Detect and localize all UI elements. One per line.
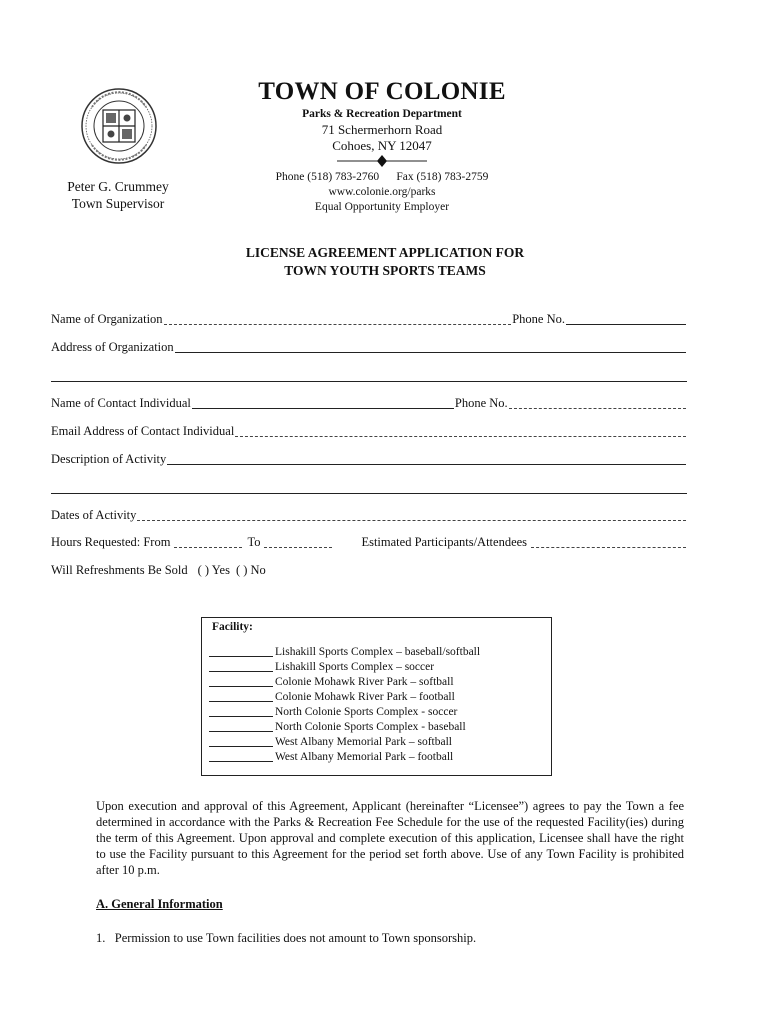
- facility-box: [201, 617, 552, 776]
- facility-checkbox-blank[interactable]: [209, 751, 273, 762]
- facility-option: [209, 690, 480, 705]
- contact-phone-field[interactable]: [509, 396, 686, 409]
- facility-option: [209, 705, 480, 720]
- refreshments-yes-option[interactable]: ( ) Yes: [197, 563, 230, 577]
- email-field[interactable]: [235, 424, 686, 437]
- org-name-row: [51, 312, 687, 327]
- facility-option: [209, 675, 480, 690]
- general-info-item-1: 1. Permission to use Town facilities does not amount to Town sponsorship.: [96, 931, 477, 945]
- contact-name-field[interactable]: [192, 396, 454, 409]
- facility-option: [209, 735, 480, 750]
- document-title: [150, 244, 620, 280]
- hours-from-field[interactable]: [174, 535, 242, 548]
- facility-label: West Albany Memorial Park – softball: [275, 736, 452, 748]
- org-address-field-line-2[interactable]: [51, 381, 687, 382]
- website: www.colonie.org/parks: [328, 186, 436, 198]
- city-address: Cohoes, NY 12047: [332, 138, 432, 153]
- phone-fax-line: [190, 171, 574, 183]
- facility-heading: Facility:: [212, 621, 253, 633]
- description-label: Description of Activity: [51, 452, 167, 466]
- contact-phone-label: Phone No.: [454, 396, 508, 410]
- facility-checkbox-blank[interactable]: [209, 691, 273, 702]
- description-field-line-2[interactable]: [51, 493, 687, 494]
- hours-row: [51, 535, 687, 550]
- facility-list: [209, 645, 480, 765]
- refreshments-label: Will Refreshments Be Sold: [51, 563, 188, 577]
- hours-to-label: To: [247, 535, 261, 549]
- town-seal-logo: [80, 87, 158, 165]
- facility-label: North Colonie Sports Complex - soccer: [275, 706, 458, 718]
- facility-option: [209, 645, 480, 660]
- org-address-label: Address of Organization: [51, 340, 174, 354]
- contact-name-row: [51, 396, 687, 411]
- facility-checkbox-blank[interactable]: [209, 661, 273, 672]
- org-phone-field[interactable]: [566, 312, 686, 325]
- title-line-2: TOWN YOUTH SPORTS TEAMS: [284, 263, 486, 278]
- hours-to-field[interactable]: [264, 535, 332, 548]
- facility-label: Lishakill Sports Complex – soccer: [275, 661, 435, 673]
- participants-field[interactable]: [531, 535, 686, 548]
- facility-label: North Colonie Sports Complex - baseball: [275, 721, 466, 733]
- facility-label: West Albany Memorial Park – football: [275, 751, 454, 763]
- facility-label: Lishakill Sports Complex – baseball/softball: [275, 646, 481, 658]
- dates-row: [51, 508, 687, 523]
- facility-checkbox-blank[interactable]: [209, 721, 273, 732]
- contact-name-label: Name of Contact Individual: [51, 396, 191, 410]
- section-a-heading: A. General Information: [96, 897, 223, 911]
- diamond-divider: [337, 155, 427, 167]
- hours-from-label: Hours Requested: From: [51, 535, 171, 549]
- refreshments-row: [51, 563, 266, 578]
- dates-label: Dates of Activity: [51, 508, 137, 522]
- supervisor-title: Town Supervisor: [71, 196, 165, 211]
- department-name: Parks & Recreation Department: [302, 108, 462, 120]
- facility-option: [209, 750, 480, 765]
- org-address-row: [51, 340, 687, 355]
- dates-field[interactable]: [137, 508, 686, 521]
- title-line-1: LICENSE AGREEMENT APPLICATION FOR: [245, 245, 525, 260]
- facility-label: Colonie Mohawk River Park – softball: [275, 676, 454, 688]
- email-row: [51, 424, 687, 439]
- facility-label: Colonie Mohawk River Park – football: [275, 691, 455, 703]
- participants-label: Estimated Participants/Attendees: [361, 535, 528, 549]
- town-title: TOWN OF COLONIE: [258, 78, 506, 105]
- supervisor-name: Peter G. Crummey: [67, 179, 169, 194]
- email-label: Email Address of Contact Individual: [51, 424, 235, 438]
- description-row: [51, 452, 687, 467]
- equal-opportunity: Equal Opportunity Employer: [314, 201, 450, 213]
- supervisor-block: [50, 178, 186, 212]
- description-field[interactable]: [167, 452, 686, 465]
- org-phone-label: Phone No.: [512, 312, 565, 326]
- phone-number: Phone (518) 783-2760: [275, 171, 380, 183]
- facility-checkbox-blank[interactable]: [209, 676, 273, 687]
- org-name-field[interactable]: [164, 312, 512, 325]
- refreshments-no-option[interactable]: ( ) No: [235, 563, 266, 577]
- facility-checkbox-blank[interactable]: [209, 706, 273, 717]
- fax-number: Fax (518) 783-2759: [396, 171, 489, 183]
- facility-option: [209, 720, 480, 735]
- org-name-label: Name of Organization: [51, 312, 163, 326]
- facility-option: [209, 660, 480, 675]
- facility-checkbox-blank[interactable]: [209, 736, 273, 747]
- org-address-field[interactable]: [175, 340, 686, 353]
- agreement-paragraph: Upon execution and approval of this Agreement, Applicant (hereinafter “Licensee”) agrees to pay the Town a fee determined in accordance with the Parks & Recreation Fee Schedule for the use of the requested Facility(ies) during the term of this Agreement. Upon approval and complete execution of this application, Licensee shall have the right to use the Facility pursuant to this Agreement for the period set forth above. Use of any Town Facility is prohibited after 10 p.m.: [96, 799, 684, 877]
- facility-checkbox-blank[interactable]: [209, 646, 273, 657]
- street-address: 71 Schermerhorn Road: [321, 122, 443, 137]
